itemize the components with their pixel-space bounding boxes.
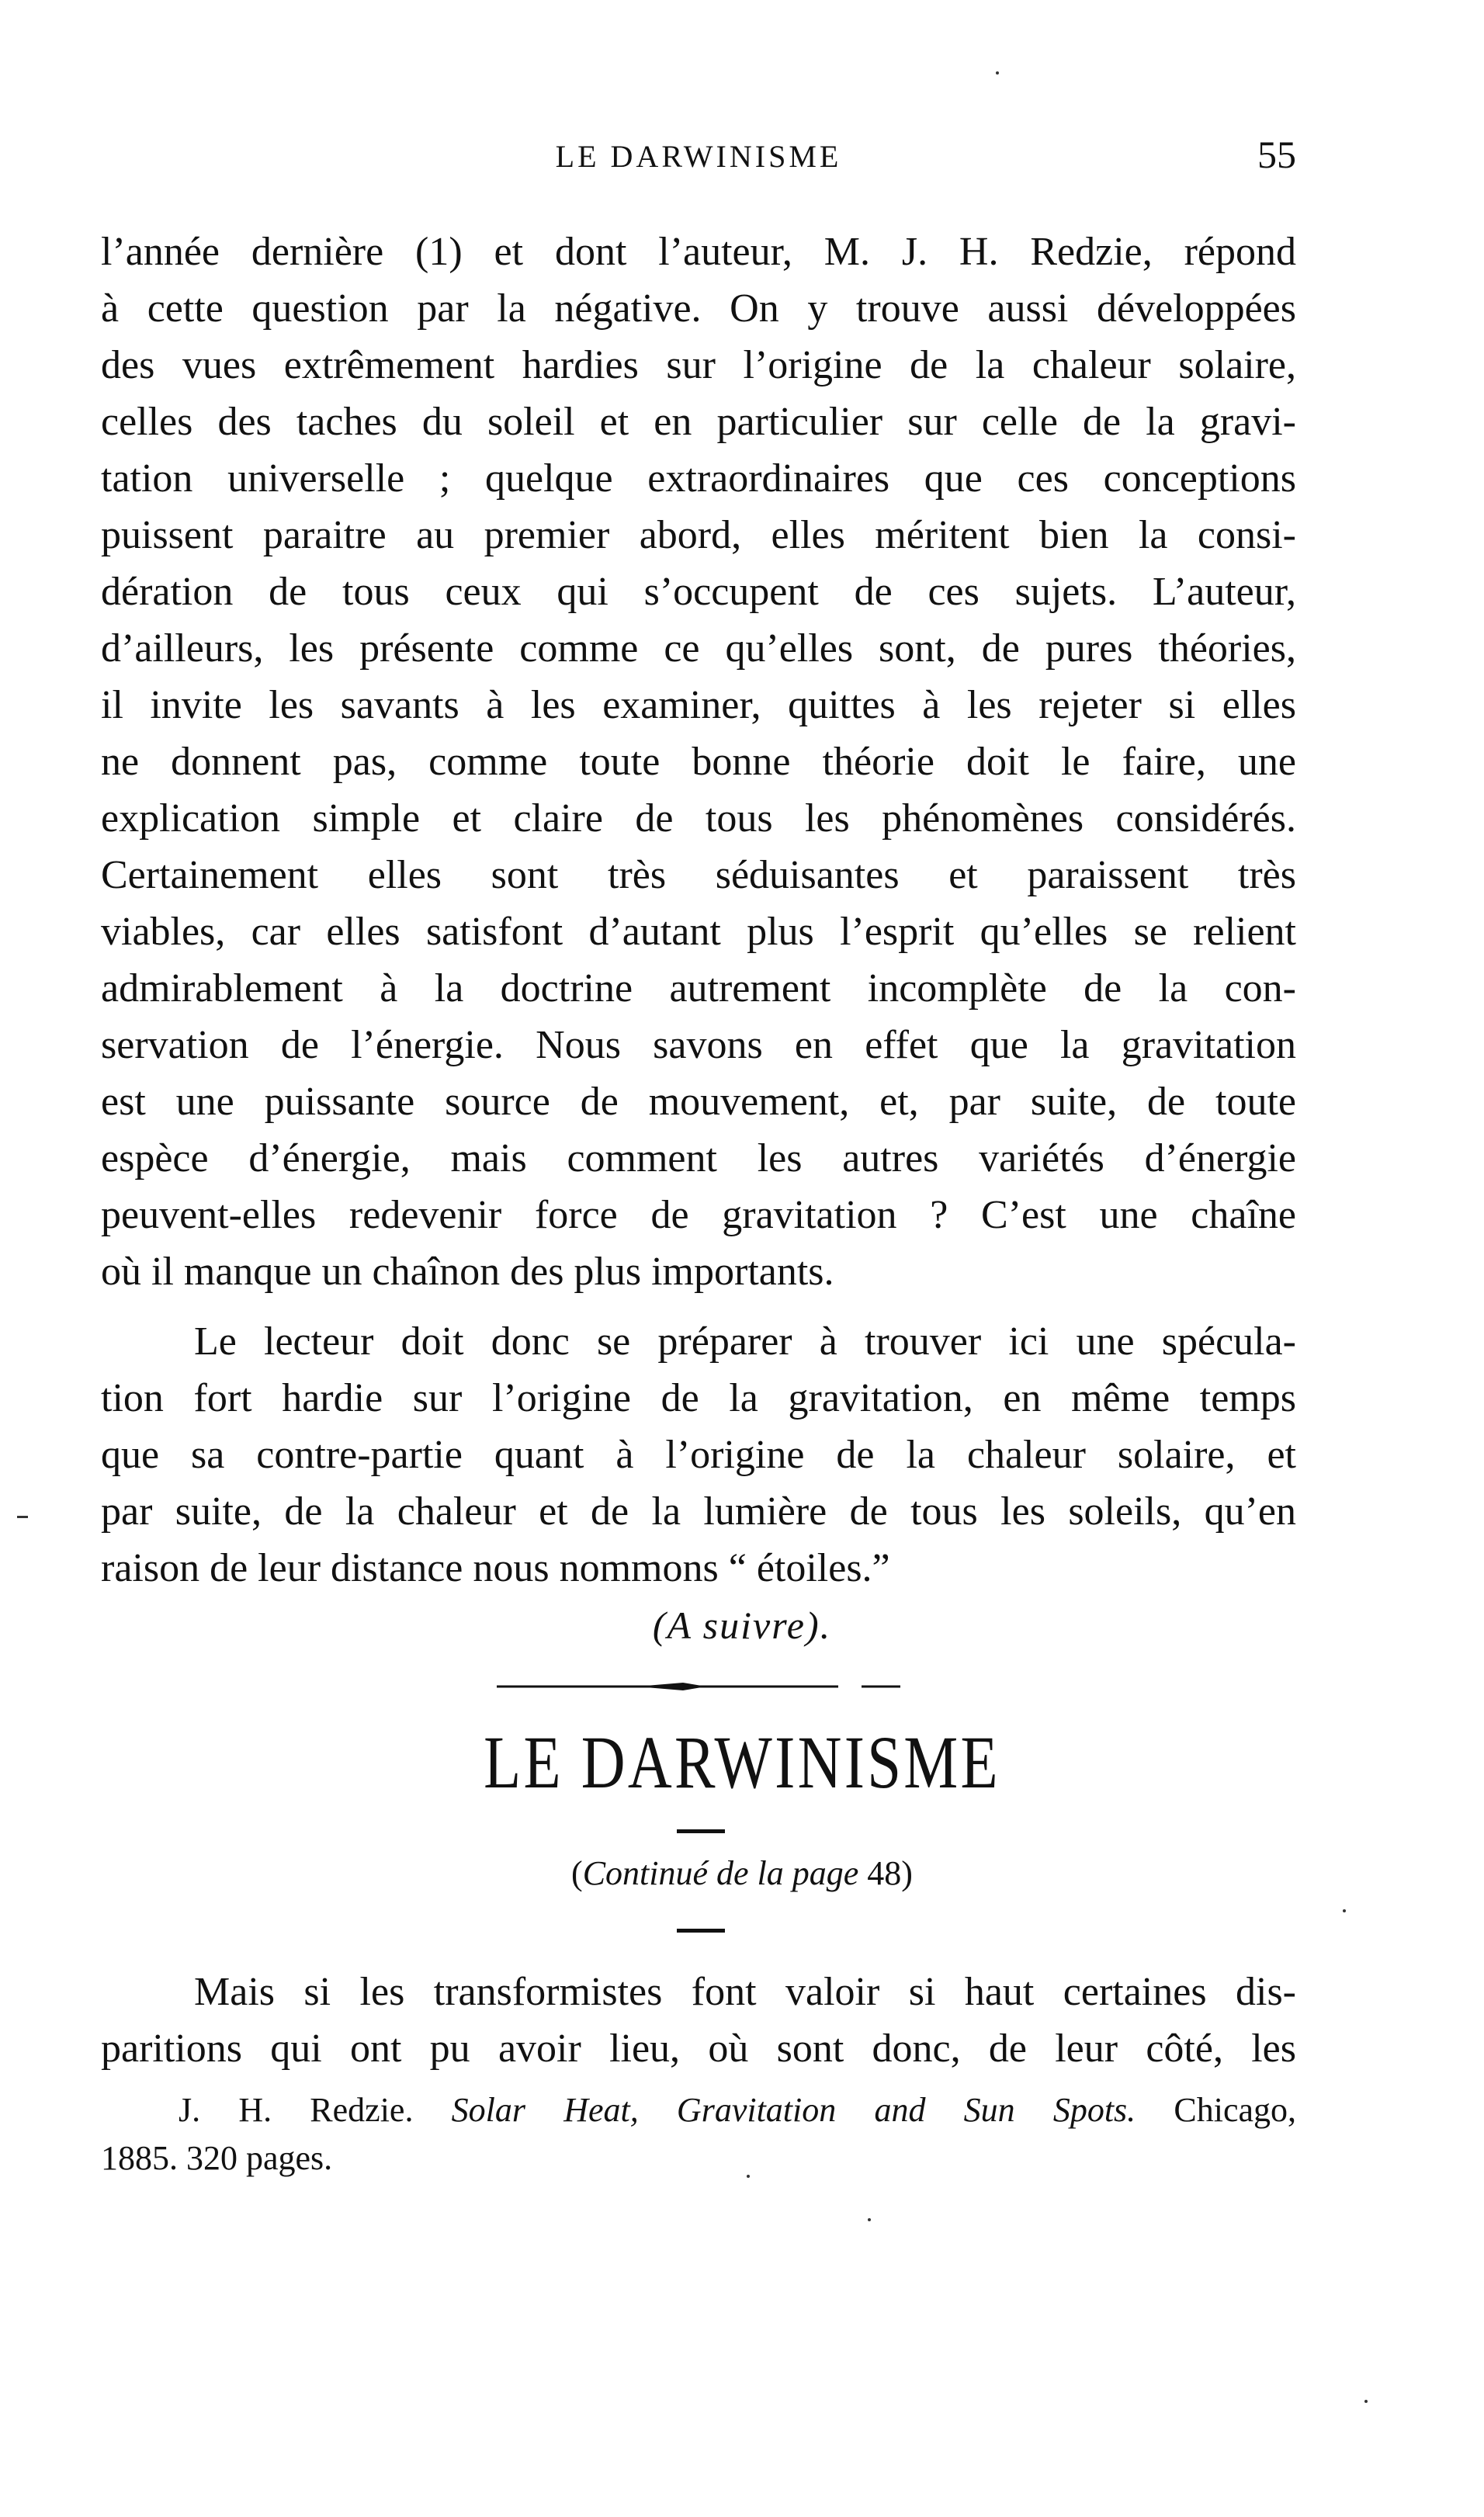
text-line: celles des taches du soleil et en particulier sur celle de la gravi- bbox=[101, 400, 1296, 444]
text-line: Mais si les transformistes font valoir si haut certaines dis- bbox=[194, 1970, 1296, 2014]
text-line: viables, car elles satisfont d’autant plus l’esprit qu’elles se relient bbox=[101, 910, 1296, 954]
paragraph-3 bbox=[101, 1964, 1296, 2077]
text-line: où il manque un chaînon des plus importants. bbox=[101, 1250, 834, 1294]
footnote-line bbox=[101, 2086, 1296, 2134]
page-number: 55 bbox=[1257, 133, 1296, 176]
text-line: explication simple et claire de tous les phénomènes considérés. bbox=[101, 796, 1296, 841]
footnote-author: J. H. Redzie. bbox=[179, 2091, 414, 2129]
continued-page: 48 bbox=[867, 1854, 902, 1892]
ornamental-rule bbox=[497, 1681, 900, 1692]
title-dash bbox=[677, 1829, 725, 1833]
text-line: espèce d’énergie, mais comment les autres variétés d’énergie bbox=[101, 1136, 1296, 1180]
text-line: servation de l’énergie. Nous savons en effet que la gravitation bbox=[101, 1023, 1296, 1067]
continued-note: (Continué de la page 48) bbox=[571, 1854, 913, 1892]
text-line: raison de leur distance nous nommons “ étoiles.” bbox=[101, 1546, 890, 1590]
text-line: ne donnent pas, comme toute bonne théorie doit le faire, une bbox=[101, 740, 1296, 784]
text-line: paritions qui ont pu avoir lieu, où sont donc, de leur côté, les bbox=[101, 2026, 1296, 2071]
text-line: d’ailleurs, les présente comme ce qu’elles sont, de pures théories, bbox=[101, 626, 1296, 671]
text-line: admirablement à la doctrine autrement incomplète de la con- bbox=[101, 966, 1296, 1011]
text-line: il invite les savants à les examiner, quittes à les rejeter si elles bbox=[101, 683, 1296, 727]
continued-dash bbox=[677, 1929, 725, 1933]
text-line: peuvent-elles redevenir force de gravitation ? C’est une chaîne bbox=[101, 1193, 1296, 1237]
running-title: LE DARWINISME bbox=[555, 139, 842, 174]
text-line: tion fort hardie sur l’origine de la gravitation, en même temps bbox=[101, 1376, 1296, 1420]
paper-speck bbox=[1364, 2400, 1368, 2403]
footnote-line: 1885. 320 pages. bbox=[101, 2139, 333, 2177]
text-line: Le lecteur doit donc se préparer à trouver ici une spécula- bbox=[194, 1319, 1296, 1364]
text-line: des vues extrêmement hardies sur l’origine de la chaleur solaire, bbox=[101, 343, 1296, 387]
text-line: que sa contre-partie quant à l’origine de la chaleur solaire, et bbox=[101, 1433, 1296, 1477]
text-line: l’année dernière (1) et dont l’auteur, M. J. H. Redzie, répond bbox=[101, 230, 1296, 274]
paper-speck bbox=[868, 2218, 871, 2221]
text-line: par suite, de la chaleur et de la lumière de tous les soleils, qu’en bbox=[101, 1489, 1296, 1534]
text-line: Certainement elles sont très séduisantes et paraissent très bbox=[101, 853, 1296, 897]
to-be-continued: (A suivre). bbox=[652, 1603, 832, 1647]
paragraph-1 bbox=[101, 224, 1296, 1300]
text-line: puissent paraitre au premier abord, elles méritent bien la consi- bbox=[101, 513, 1296, 557]
text-line: dération de tous ceux qui s’occupent de ces sujets. L’auteur, bbox=[101, 570, 1296, 614]
text-line: est une puissante source de mouvement, et, par suite, de toute bbox=[101, 1080, 1296, 1124]
section-title: LE DARWINISME bbox=[484, 1721, 1000, 1804]
text-line: tation universelle ; quelque extraordinaires que ces conceptions bbox=[101, 456, 1296, 501]
text-line: à cette question par la négative. On y trouve aussi développées bbox=[101, 286, 1296, 331]
margin-mark bbox=[17, 1516, 28, 1518]
paper-speck bbox=[1343, 1909, 1346, 1912]
paragraph-2 bbox=[101, 1313, 1296, 1597]
continued-label: Continué de la page bbox=[582, 1854, 859, 1892]
footnote-place: Chicago, bbox=[1174, 2091, 1297, 2129]
footnote bbox=[101, 2086, 1296, 2182]
footnote-title: Solar Heat, Gravitation and Sun Spots. bbox=[451, 2091, 1136, 2129]
paper-speck bbox=[996, 71, 999, 75]
paper-speck bbox=[747, 2175, 750, 2178]
running-head bbox=[101, 132, 1296, 179]
